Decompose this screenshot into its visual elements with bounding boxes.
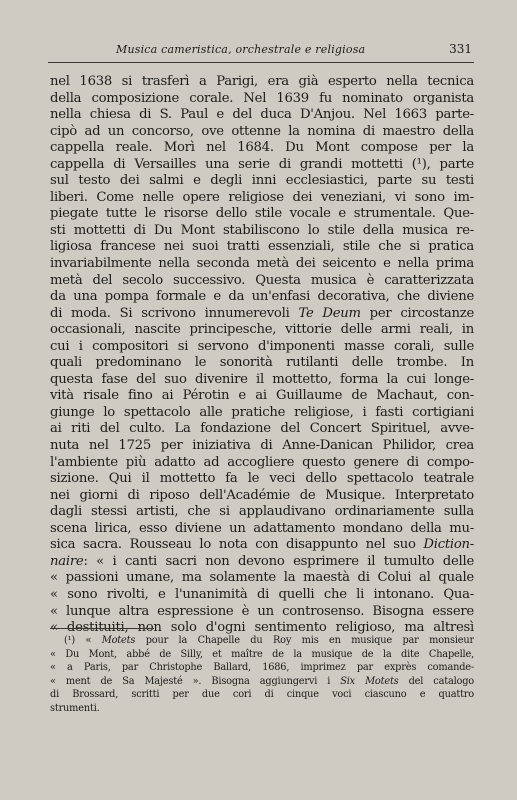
body-line: scena lirica, esso diviene un adattamento mondano della mu- xyxy=(50,520,474,536)
body-line: cipò ad un concorso, ove ottenne la nomina di maestro della xyxy=(50,123,474,139)
body-text xyxy=(50,74,474,637)
running-title: Musica cameristica, orchestrale e religiosa xyxy=(116,43,366,56)
footnote-line: strumenti. xyxy=(50,702,100,714)
body-line: piegate tutte le risorse dello stile vocale e strumentale. Que- xyxy=(50,206,474,222)
body-line: nuta nel 1725 per iniziativa di Anne-Danican Philidor, crea xyxy=(50,438,474,454)
page-header xyxy=(48,40,474,63)
footnote-line: « Du Mont, abbé de Silly, et maître de la musique de la dite Chapelle, xyxy=(50,648,474,660)
body-line: sul testo dei salmi e degli inni ecclesiastici, parte su testi xyxy=(50,173,474,189)
body-line: sti mottetti di Du Mont stabiliscono lo stile della musica re- xyxy=(50,222,474,238)
body-line: cui i compositori si servono d'imponenti masse corali, sulle xyxy=(50,338,474,354)
body-line: metà del secolo successivo. Questa musica è caratterizzata xyxy=(50,272,474,288)
body-line: della composizione corale. Nel 1639 fu nominato organista xyxy=(50,90,474,106)
body-line: quali predominano le sonorità rutilanti delle trombe. In xyxy=(50,355,474,371)
body-line: « destituiti, non solo d'ogni sentimento religioso, ma altresì xyxy=(50,620,474,636)
footnotes xyxy=(50,634,474,716)
body-line: naire: « i canti sacri non devono esprimere il tumulto delle xyxy=(50,553,474,569)
body-line: giunge lo spettacolo alle pratiche religiose, i fasti cortigiani xyxy=(50,404,474,420)
body-line: « lunque altra espressione è un controsenso. Bisogna essere xyxy=(50,603,474,619)
footnote-line: di Brossard, scritti per due cori di cinque voci ciascuno e quattro xyxy=(50,689,474,701)
body-line: di moda. Si scrivono innumerevoli Te Deum per circostanze xyxy=(50,305,474,321)
body-line: sizione. Qui il mottetto fa le veci dello spettacolo teatrale xyxy=(50,471,474,487)
body-line: « sono rivolti, e l'unanimità di quelli che li intonano. Qua- xyxy=(50,586,474,602)
body-line: dagli stessi artisti, che si applaudivano ordinariamente sulla xyxy=(50,504,474,520)
body-line: invariabilmente nella seconda metà dei seicento e nella prima xyxy=(50,256,474,272)
body-line: da una pompa formale e da un'enfasi decorativa, che diviene xyxy=(50,289,474,305)
body-line: ai riti del culto. La fondazione del Concert Spirituel, avve- xyxy=(50,421,474,437)
body-line: ligiosa francese nei suoi tratti essenziali, stile che si pratica xyxy=(50,239,474,255)
body-line: sica sacra. Rousseau lo nota con disappunto nel suo Diction- xyxy=(50,537,474,553)
body-line: « passioni umane, ma solamente la maestà di Colui al quale xyxy=(50,570,474,586)
body-line: vità risale fino ai Pérotin e ai Guillaume de Machaut, con- xyxy=(50,388,474,404)
footnote-line: « a Paris, par Christophe Ballard, 1686, imprimez par exprès comande- xyxy=(50,662,474,674)
body-line: nella chiesa di S. Paul e del duca D'Anjou. Nel 1663 parte- xyxy=(50,107,474,123)
body-line: liberi. Come nelle opere religiose dei veneziani, vi sono im- xyxy=(50,189,474,205)
footnote-line: (¹) « Motets pour la Chapelle du Roy mis en musique par monsieur xyxy=(64,635,474,646)
body-line: l'ambiente più adatto ad accogliere questo genere di compo- xyxy=(50,454,474,470)
body-line: occasionali, nascite principesche, vittorie delle armi reali, in xyxy=(50,322,474,338)
body-line: nei giorni di riposo dell'Académie de Musique. Interpretato xyxy=(50,487,474,503)
page-number: 331 xyxy=(449,42,472,56)
body-line: nel 1638 si trasferì a Parigi, era già esperto nella tecnica xyxy=(50,74,474,89)
footnote-divider xyxy=(50,628,154,629)
body-line: cappella di Versailles una serie di grandi mottetti (¹), parte xyxy=(50,156,474,172)
footnote-line: « ment de Sa Majesté ». Bisogna aggiungervi i Six Motets del catalogo xyxy=(50,675,474,687)
body-line: questa fase del suo divenire il mottetto, forma la cui longe- xyxy=(50,371,474,387)
body-line: cappella reale. Morì nel 1684. Du Mont compose per la xyxy=(50,140,474,156)
